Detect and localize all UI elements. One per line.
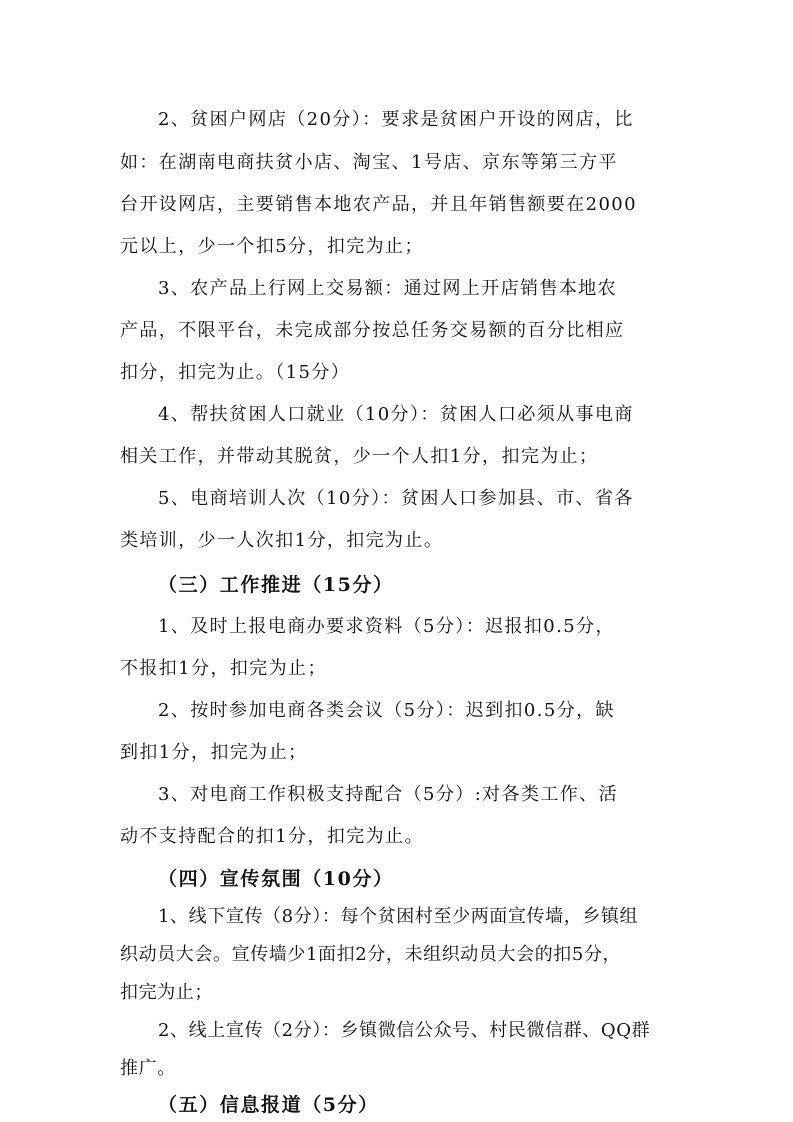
paragraph-line: 3、对电商工作积极支持配合（5分）:对各类工作、活 — [158, 784, 618, 805]
paragraph-line: 4、帮扶贫困人口就业（10分）：贫困人口必须从事电商 — [158, 404, 634, 425]
paragraph-line: 2、按时参加电商各类会议（5分）：迟到扣0.5分，缺 — [158, 700, 615, 721]
paragraph-line: 3、农产品上行网上交易额：通过网上开店销售本地农 — [158, 278, 618, 299]
section-heading-publicity: （四）宣传氛围（10分） — [158, 868, 394, 890]
paragraph-line: 推广。 — [120, 1058, 176, 1079]
paragraph-line: 相关工作，并带动其脱贫，少一个人扣1分，扣完为止； — [120, 446, 599, 467]
paragraph-line: 不报扣1分，扣完为止； — [120, 658, 327, 679]
paragraph-line: 产品，不限平台，未完成部分按总任务交易额的百分比相应 — [120, 320, 625, 341]
paragraph-line: 1、及时上报电商办要求资料（5分）：迟报扣0.5分， — [158, 616, 615, 637]
paragraph-line: 织动员大会。宣传墙少1面扣2分，未组织动员大会的扣5分， — [120, 944, 622, 965]
paragraph-line: 到扣1分，扣完为止； — [120, 742, 308, 763]
section-heading-information-reporting: （五）信息报道（5分） — [158, 1094, 379, 1116]
paragraph-line: 1、线下宣传（8分）：每个贫困村至少两面宣传墙，乡镇组 — [158, 906, 639, 927]
paragraph-line: 元以上，少一个扣5分，扣完为止； — [120, 236, 424, 257]
paragraph-line: 5、电商培训人次（10分）：贫困人口参加县、市、省各 — [158, 488, 634, 509]
paragraph-line: 台开设网店，主要销售本地农产品，并且年销售额要在2000 — [120, 194, 638, 215]
paragraph-line: 动不支持配合的扣1分，扣完为止。 — [120, 826, 424, 847]
paragraph-line: 如：在湖南电商扶贫小店、淘宝、1号店、京东等第三方平 — [120, 152, 618, 173]
section-heading-work-progress: （三）工作推进（15分） — [158, 574, 394, 596]
paragraph-line: 扣分，扣完为止。（15分） — [120, 362, 351, 383]
paragraph-line: 2、线上宣传（2分）：乡镇微信公众号、村民微信群、QQ群 — [158, 1020, 651, 1041]
paragraph-line: 2、贫困户网店（20分）：要求是贫困户开设的网店，比 — [158, 109, 634, 130]
paragraph-line: 类培训，少一人次扣1分，扣完为止。 — [120, 530, 444, 551]
paragraph-line: 扣完为止； — [120, 982, 213, 1003]
